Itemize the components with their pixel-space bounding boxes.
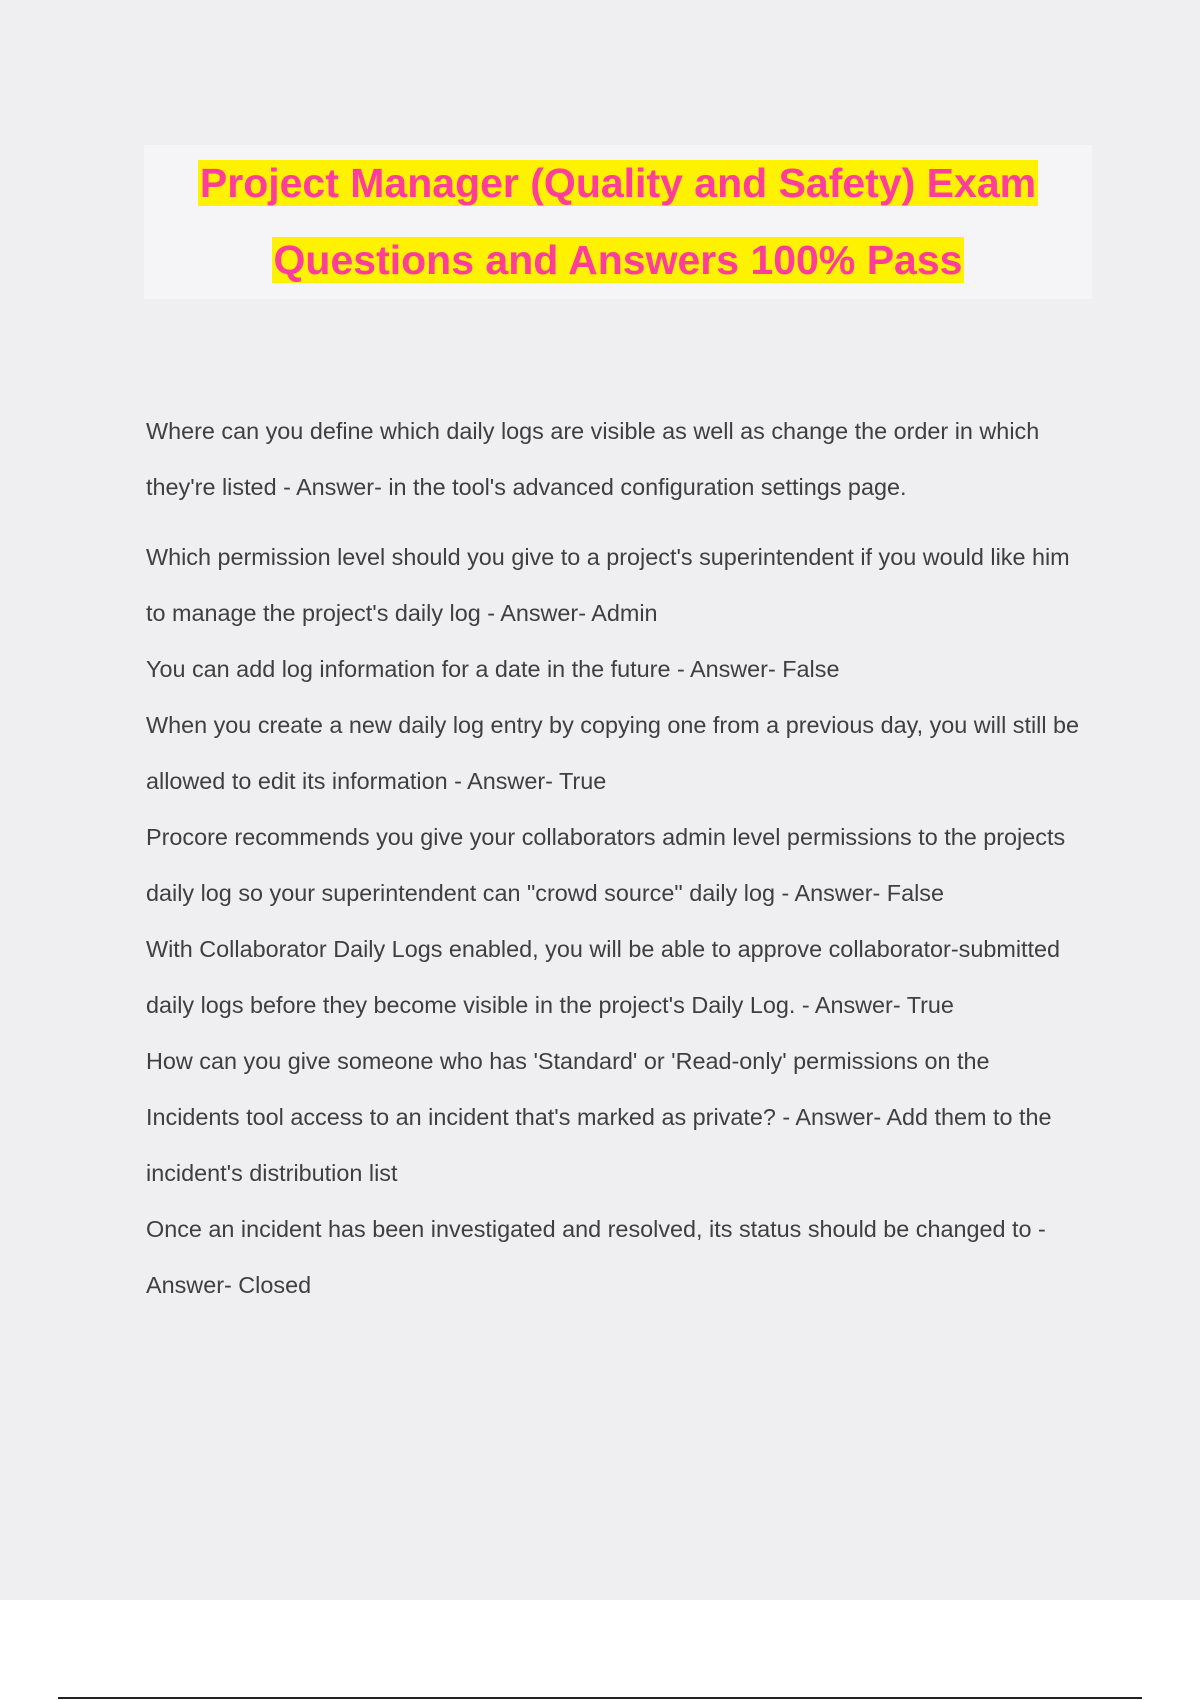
qa-paragraph: With Collaborator Daily Logs enabled, you will be able to approve collaborator-submitted daily logs before they become visible in the project's Daily Log. - Answer- True <box>146 936 1061 1018</box>
qa-paragraph: When you create a new daily log entry by copying one from a previous day, you will still be allowed to edit its information - Answer- True <box>146 712 1080 794</box>
qa-paragraph: How can you give someone who has 'Standard' or 'Read-only' permissions on the Incidents tool access to an incident that's marked as private? - Answer- Add them to the incident's distribution list <box>146 1048 1052 1186</box>
qa-paragraph: Which permission level should you give to a project's superintendent if you would like him to manage the project's daily log - Answer- Admin <box>146 544 1070 626</box>
qa-content <box>146 403 1086 1313</box>
footer-divider <box>58 1697 1142 1699</box>
title-text-1: Project Manager (Quality and Safety) Exam <box>199 160 1037 206</box>
title-line-1 <box>144 145 1092 222</box>
title-text-2: Questions and Answers 100% Pass <box>273 237 963 283</box>
title-block <box>144 145 1092 299</box>
qa-paragraph: Where can you define which daily logs are visible as well as change the order in which they're listed - Answer- in the tool's advanced configuration settings page. <box>146 418 1040 500</box>
qa-paragraph: Once an incident has been investigated and resolved, its status should be changed to - Answer- Closed <box>146 1216 1046 1298</box>
qa-paragraph: Procore recommends you give your collaborators admin level permissions to the projects daily log so your superintendent can "crowd source" daily log - Answer- False <box>146 824 1066 906</box>
qa-paragraph: You can add log information for a date in the future - Answer- False <box>146 656 840 682</box>
title-line-2 <box>144 222 1092 299</box>
